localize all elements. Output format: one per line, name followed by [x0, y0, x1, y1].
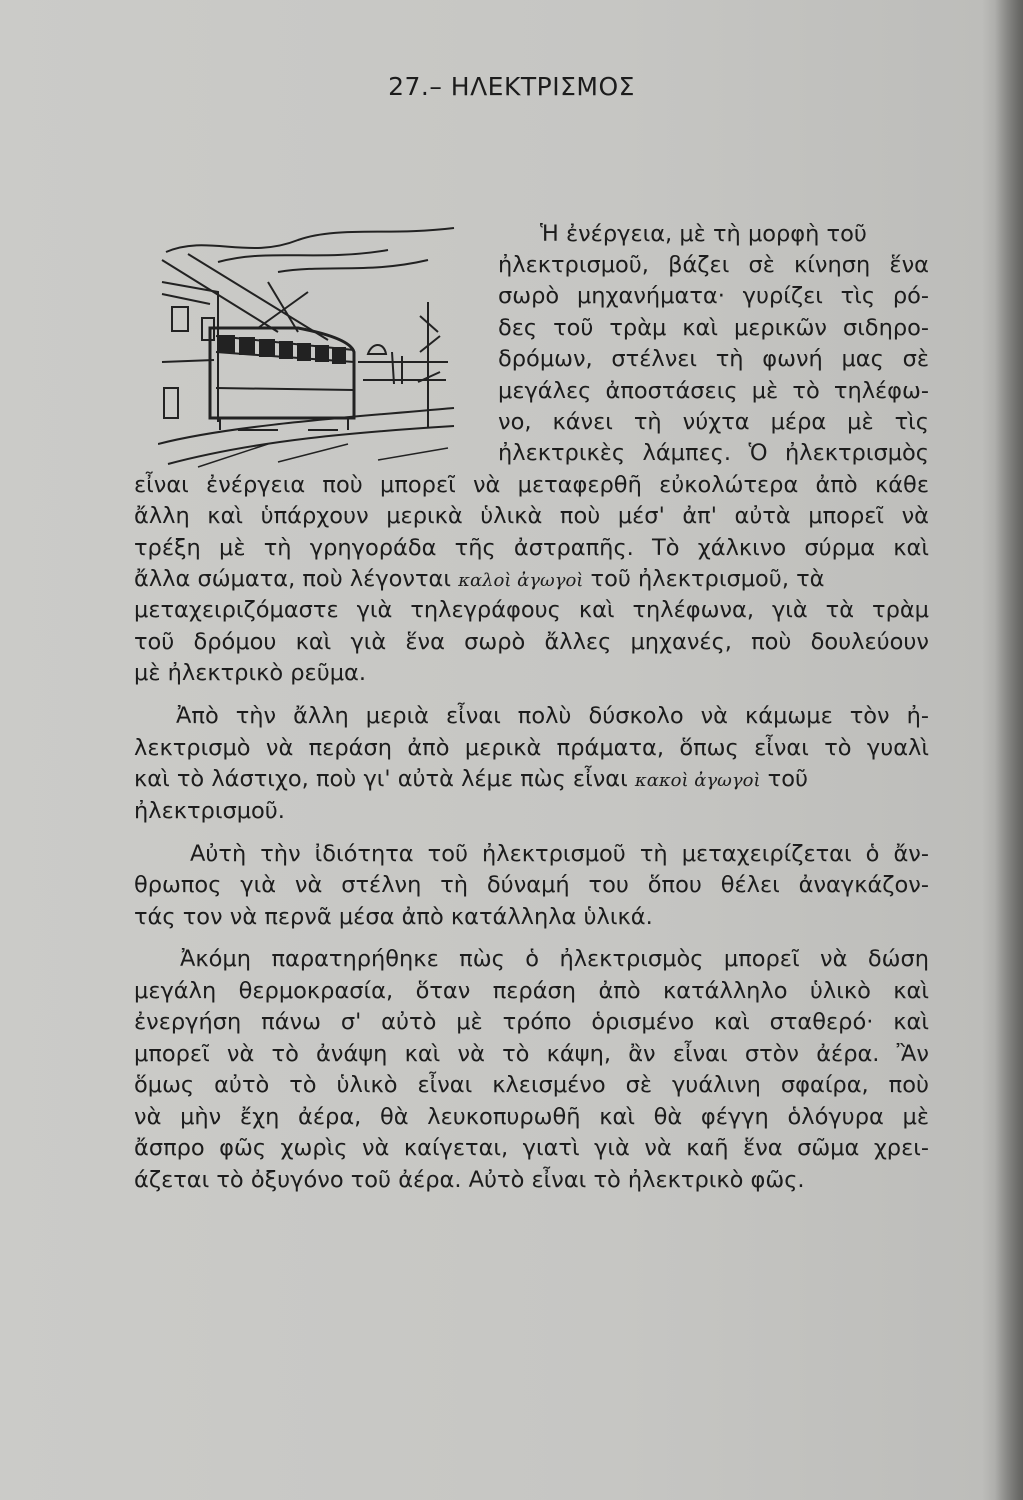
text-line: Αὐτὴ τὴν ἰδιότητα τοῦ ἠλεκτρισμοῦ τὴ μεταχειρίζεται ὁ ἄν-	[190, 841, 929, 867]
text-line: μὲ ἠλεκτρικὸ ρεῦμα.	[134, 660, 367, 686]
text-line: λεκτρισμὸ νὰ περάση ἀπὸ μερικὰ πράματα, ὅπως εἶναι τὸ γυαλὶ	[134, 735, 929, 761]
text-line: τρέξη μὲ τὴ γρηγοράδα τῆς ἀστραπῆς. Τὸ χάλκινο σύρμα καὶ	[134, 535, 929, 561]
text-line: Ἀπὸ τὴν ἄλλη μεριὰ εἶναι πολὺ δύσκολο νὰ κάμωμε τὸν ἠ-	[176, 703, 929, 729]
text-line	[134, 564, 929, 596]
text-line: εἶναι ἐνέργεια ποὺ μπορεῖ νὰ μεταφερθῆ εὐκολώτερα ἀπὸ κάθε	[134, 472, 929, 498]
text-fragment: ἄλλα σώματα, ποὺ λέγονται	[134, 566, 451, 592]
text-fragment: τοῦ ἠλεκτρισμοῦ, τὰ	[590, 566, 825, 592]
text-line: δες τοῦ τρὰμ καὶ μερικῶν σιδηρο-	[498, 315, 929, 341]
text-line: ὅμως αὐτὸ τὸ ὑλικὸ εἶναι κλεισμένο σὲ γυάλινη σφαίρα, ποὺ	[134, 1072, 929, 1098]
text-line: ἠλεκτρισμοῦ.	[134, 798, 285, 824]
text-line: μπορεῖ νὰ τὸ ἀνάψη καὶ νὰ τὸ κάψη, ἂν εἶναι στὸν ἀέρα. Ἂν	[134, 1041, 929, 1067]
text-line	[134, 764, 929, 796]
text-line: ἠλεκτρικὲς λάμπες. Ὁ ἠλεκτρισμὸς	[498, 440, 929, 466]
text-line: ἠλεκτρισμοῦ, βάζει σὲ κίνηση ἕνα	[498, 252, 929, 278]
text-line: νο, κάνει τὴ νύχτα μέρα μὲ τὶς	[498, 409, 929, 435]
text-line: μεταχειριζόμαστε γιὰ τηλεγράφους καὶ τηλέφωνα, γιὰ τὰ τρὰμ	[134, 597, 929, 623]
text-line: άζεται τὸ ὀξυγόνο τοῦ ἀέρα. Αὐτὸ εἶναι τὸ ἠλεκτρικὸ φῶς.	[134, 1167, 805, 1193]
text-line: σωρὸ μηχανήματα· γυρίζει τὶς ρό-	[498, 283, 929, 309]
page-edge-shadow	[995, 0, 1023, 1500]
text-line: δρόμων, στέλνει τὴ φωνή μας σὲ	[498, 346, 929, 372]
text-line: ἄλλη καὶ ὑπάρχουν μερικὰ ὑλικὰ ποὺ μέσ' ἀπ' αὐτὰ μπορεῖ νὰ	[134, 503, 929, 529]
text-line: μεγάλη θερμοκρασία, ὅταν περάση ἀπὸ κατάλληλο ὑλικὸ καὶ	[134, 978, 929, 1004]
text-line: Ἡ ἐνέργεια, μὲ τὴ μορφὴ τοῦ	[540, 221, 867, 247]
tram-illustration	[158, 212, 458, 474]
text-line: ἐνεργήση πάνω σ' αὐτὸ μὲ τρόπο ὁρισμένο καὶ σταθερό· καὶ	[134, 1009, 929, 1035]
text-line: θρωπος γιὰ νὰ στέλνη τὴ δύναμή του ὅπου θέλει ἀναγκάζον-	[134, 872, 929, 898]
text-line: Ἀκόμη παρατηρήθηκε πὼς ὁ ἠλεκτρισμὸς μπορεῖ νὰ δώση	[180, 946, 929, 972]
italic-term: κακοὶ ἀγωγοὶ	[634, 770, 761, 791]
page-title: 27.– ΗΛΕΚΤΡΙΣΜΟΣ	[388, 72, 635, 101]
text-line: ἄσπρο φῶς χωρὶς νὰ καίγεται, γιατὶ γιὰ νὰ καῆ ἕνα σῶμα χρει-	[134, 1135, 929, 1161]
text-fragment: τοῦ	[767, 766, 809, 792]
italic-term: καλοὶ ἀγωγοὶ	[458, 570, 584, 591]
text-fragment: καὶ τὸ λάστιχο, ποὺ γι' αὐτὰ λέμε πὼς εἶναι	[134, 766, 628, 792]
text-line: μεγάλες ἀποστάσεις μὲ τὸ τηλέφω-	[498, 378, 929, 404]
text-line: νὰ μὴν ἔχη ἀέρα, θὰ λευκοπυρωθῆ καὶ θὰ φέγγη ὁλόγυρα μὲ	[134, 1104, 929, 1130]
text-line: τάς τον νὰ περνᾶ μέσα ἀπὸ κατάλληλα ὑλικά.	[134, 904, 653, 930]
text-line: τοῦ δρόμου καὶ γιὰ ἕνα σωρὸ ἄλλες μηχανές, ποὺ δουλεύουν	[134, 629, 929, 655]
